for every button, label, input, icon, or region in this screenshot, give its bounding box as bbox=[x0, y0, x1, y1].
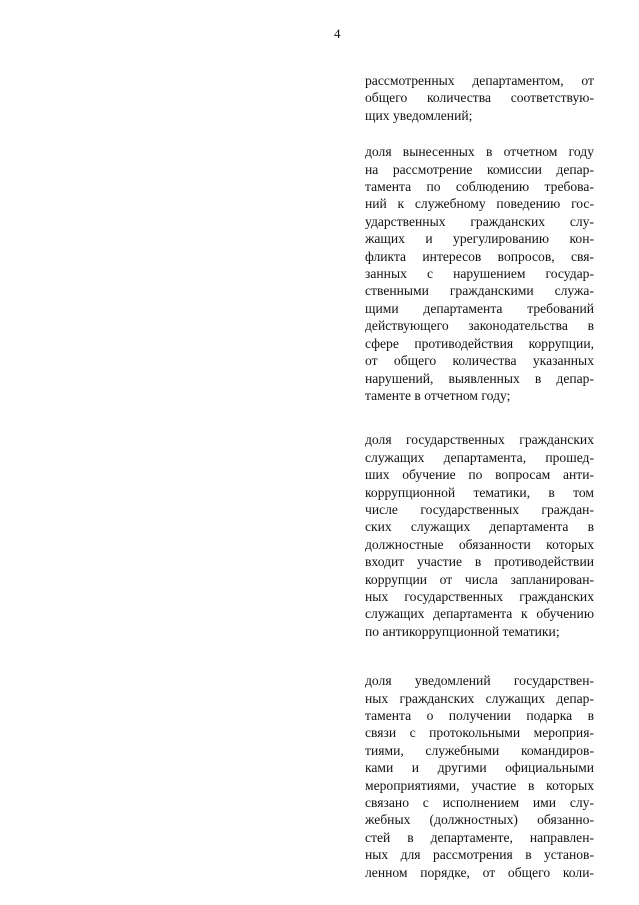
text-line: мероприятиями, участие в которых bbox=[365, 777, 594, 793]
text-line: рассмотренных департаментом, от bbox=[365, 73, 594, 88]
text-line: жащих и урегулированию кон- bbox=[365, 231, 594, 247]
text-line: ственными гражданскими служа- bbox=[365, 283, 594, 299]
text-line: должностные обязанности которых bbox=[365, 536, 594, 552]
text-line: ками и другими официальными bbox=[365, 760, 594, 776]
text-line: доля вынесенных в отчетном году bbox=[365, 144, 594, 160]
paragraph-1 bbox=[365, 72, 594, 124]
text-line: служащих департамента к обучению bbox=[365, 606, 594, 622]
text-line: коррупции от числа запланирован- bbox=[365, 571, 594, 587]
text-line: сфере противодействия коррупции, bbox=[365, 335, 594, 351]
text-line: связано с исполнением ими слу- bbox=[365, 795, 594, 811]
text-line: на рассмотрение комиссии депар- bbox=[365, 161, 594, 177]
page-number: 4 bbox=[334, 26, 341, 41]
text-line: ших обучение по вопросам анти- bbox=[365, 467, 594, 483]
paragraph-2 bbox=[365, 143, 594, 404]
text-line: ленном порядке, от общего коли- bbox=[365, 864, 594, 880]
text-line: стей в департаменте, направлен- bbox=[365, 829, 594, 845]
text-line: от общего количества указанных bbox=[365, 353, 594, 369]
text-line: ных государственных гражданских bbox=[365, 588, 594, 604]
text-line: тамента о получении подарка в bbox=[365, 708, 594, 723]
text-line: щих уведомлений; bbox=[365, 107, 473, 123]
text-line: общего количества соответствую- bbox=[365, 90, 594, 106]
text-line: занных с нарушением государ- bbox=[365, 266, 594, 282]
text-line: тиями, служебными командиров- bbox=[365, 742, 594, 758]
text-line: нарушений, выявленных в депар- bbox=[365, 370, 594, 386]
text-line: доля уведомлений государствен- bbox=[365, 673, 594, 689]
text-line: коррупционной тематики, в том bbox=[365, 484, 594, 500]
paragraph-3 bbox=[365, 431, 594, 640]
text-line: тамента по соблюдению требова- bbox=[365, 179, 594, 195]
text-line: фликта интересов вопросов, свя- bbox=[365, 248, 594, 264]
text-line: жебных (должностных) обязанно- bbox=[365, 812, 594, 828]
text-line: действующего законодательства в bbox=[365, 318, 594, 334]
text-line: таменте в отчетном году; bbox=[365, 387, 511, 403]
text-line: входит участие в противодействии bbox=[365, 554, 594, 570]
paragraph-4 bbox=[365, 672, 594, 881]
text-line: ных гражданских служащих депар- bbox=[365, 690, 594, 706]
text-line: доля государственных гражданских bbox=[365, 432, 594, 448]
text-line: щими департамента требований bbox=[365, 300, 594, 316]
text-line: служащих департамента, прошед- bbox=[365, 449, 594, 465]
text-column bbox=[365, 72, 594, 881]
text-line: связи с протокольными мероприя- bbox=[365, 725, 594, 741]
text-line: ных для рассмотрения в установ- bbox=[365, 847, 594, 863]
text-line: ударственных гражданских слу- bbox=[365, 213, 594, 229]
text-line: ний к служебному поведению гос- bbox=[365, 196, 594, 212]
text-line: числе государственных граждан- bbox=[365, 501, 594, 517]
text-line: по антикоррупционной тематики; bbox=[365, 623, 560, 639]
text-line: ских служащих департамента в bbox=[365, 519, 594, 535]
